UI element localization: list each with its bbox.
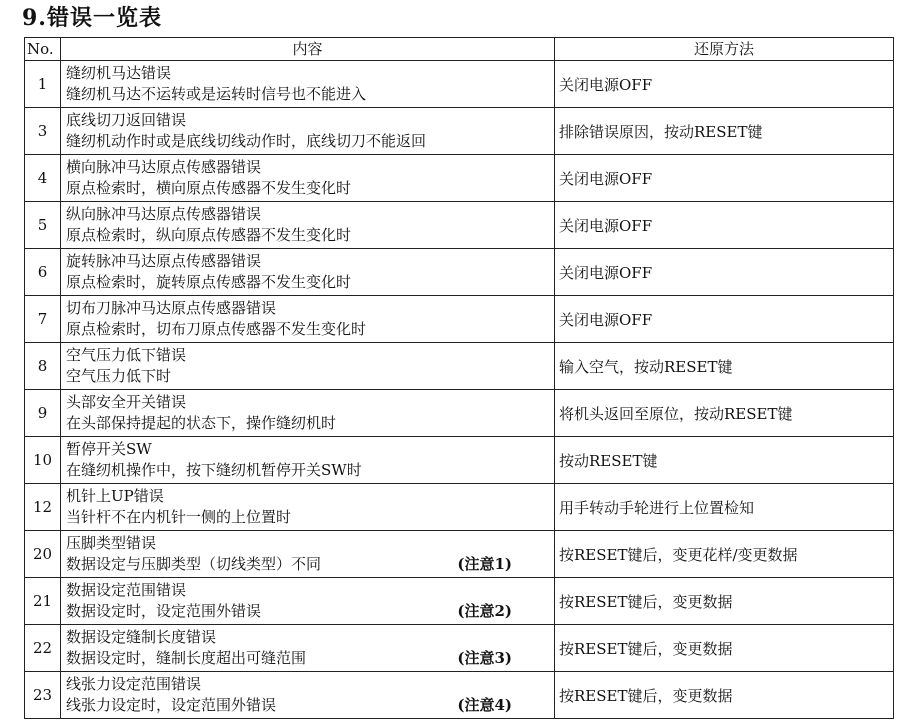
recovery-method: 关闭电源OFF [555,249,894,296]
error-description: 空气压力低下时 [66,367,172,385]
error-content [61,437,555,484]
table-header-row [25,38,894,61]
error-content [61,155,555,202]
page-title: 9.错误一览表 [22,5,162,31]
error-description: 数据设定与压脚类型（切线类型）不同 [66,555,322,573]
error-number: 20 [25,531,61,578]
error-note: (注意1) [457,555,512,573]
error-description-line [66,225,554,246]
error-note: (注意4) [457,696,512,714]
table-row [25,531,894,578]
error-description: 原点检索时，纵向原点传感器不发生变化时 [66,226,352,244]
error-number: 10 [25,437,61,484]
recovery-method: 按RESET键后，变更数据 [555,672,894,719]
error-description: 在头部保持提起的状态下，操作缝纫机时 [66,414,337,432]
error-description-line [66,84,554,105]
error-description: 缝纫机动作时或是底线切线动作时，底线切刀不能返回 [66,132,427,150]
error-number: 6 [25,249,61,296]
error-number: 9 [25,390,61,437]
header-method: 还原方法 [555,38,894,61]
error-content [61,61,555,108]
error-content [61,296,555,343]
recovery-method: 按动RESET键 [555,437,894,484]
error-title: 线张力设定范围错误 [66,675,202,693]
error-description: 当针杆不在内机针一侧的上位置时 [66,508,292,526]
error-title: 暂停开关SW [66,440,152,458]
table-row [25,484,894,531]
error-number: 7 [25,296,61,343]
error-description: 数据设定时，缝制长度超出可缝范围 [66,649,307,667]
error-description: 线张力设定时，设定范围外错误 [66,696,277,714]
error-number: 21 [25,578,61,625]
error-content [61,578,555,625]
error-number: 12 [25,484,61,531]
table-row [25,155,894,202]
error-description-line [66,319,554,340]
error-title: 横向脉冲马达原点传感器错误 [66,158,262,176]
error-title: 机针上UP错误 [66,487,164,505]
error-number: 4 [25,155,61,202]
table-row [25,672,894,719]
recovery-method: 排除错误原因，按动RESET键 [555,108,894,155]
error-description-line [66,695,554,716]
recovery-method: 输入空气，按动RESET键 [555,343,894,390]
table-row [25,625,894,672]
header-content: 内容 [61,38,555,61]
recovery-method: 用手转动手轮进行上位置检知 [555,484,894,531]
error-title: 数据设定范围错误 [66,581,187,599]
table-row [25,108,894,155]
error-description-line [66,272,554,293]
table-row [25,296,894,343]
recovery-method: 按RESET键后，变更花样/变更数据 [555,531,894,578]
error-content [61,249,555,296]
error-number: 8 [25,343,61,390]
error-description-line [66,460,554,481]
error-number: 22 [25,625,61,672]
error-description-line [66,366,554,387]
recovery-method: 按RESET键后，变更数据 [555,625,894,672]
error-description: 原点检索时，横向原点传感器不发生变化时 [66,179,352,197]
error-content [61,672,555,719]
table-row [25,249,894,296]
error-title: 头部安全开关错误 [66,393,187,411]
error-content [61,202,555,249]
error-description: 原点检索时，旋转原点传感器不发生变化时 [66,273,352,291]
error-number: 23 [25,672,61,719]
error-number: 3 [25,108,61,155]
error-title: 旋转脉冲马达原点传感器错误 [66,252,262,270]
error-content [61,390,555,437]
error-title: 空气压力低下错误 [66,346,187,364]
error-description: 数据设定时，设定范围外错误 [66,602,262,620]
error-title: 压脚类型错误 [66,534,157,552]
error-description-line [66,413,554,434]
recovery-method: 关闭电源OFF [555,61,894,108]
error-description-line [66,507,554,528]
error-title: 缝纫机马达错误 [66,64,172,82]
error-title: 切布刀脉冲马达原点传感器错误 [66,299,277,317]
recovery-method: 关闭电源OFF [555,202,894,249]
error-description: 缝纫机马达不运转或是运转时信号也不能进入 [66,85,367,103]
error-content [61,108,555,155]
error-description-line [66,648,554,669]
table-row [25,343,894,390]
error-content [61,343,555,390]
error-table [24,37,894,719]
error-title: 底线切刀返回错误 [66,111,187,129]
error-content [61,484,555,531]
table-row [25,390,894,437]
table-row [25,578,894,625]
error-description-line [66,178,554,199]
error-number: 5 [25,202,61,249]
header-no: No. [25,38,61,61]
table-row [25,437,894,484]
table-row [25,61,894,108]
error-description: 在缝纫机操作中，按下缝纫机暂停开关SW时 [66,461,362,479]
error-content [61,625,555,672]
error-description-line [66,601,554,622]
error-content [61,531,555,578]
error-title: 纵向脉冲马达原点传感器错误 [66,205,262,223]
recovery-method: 关闭电源OFF [555,296,894,343]
error-description-line [66,554,554,575]
error-description: 原点检索时，切布刀原点传感器不发生变化时 [66,320,367,338]
recovery-method: 关闭电源OFF [555,155,894,202]
error-number: 1 [25,61,61,108]
table-row [25,202,894,249]
recovery-method: 按RESET键后，变更数据 [555,578,894,625]
recovery-method: 将机头返回至原位，按动RESET键 [555,390,894,437]
error-description-line [66,131,554,152]
error-title: 数据设定缝制长度错误 [66,628,217,646]
error-note: (注意3) [457,649,512,667]
error-note: (注意2) [457,602,512,620]
